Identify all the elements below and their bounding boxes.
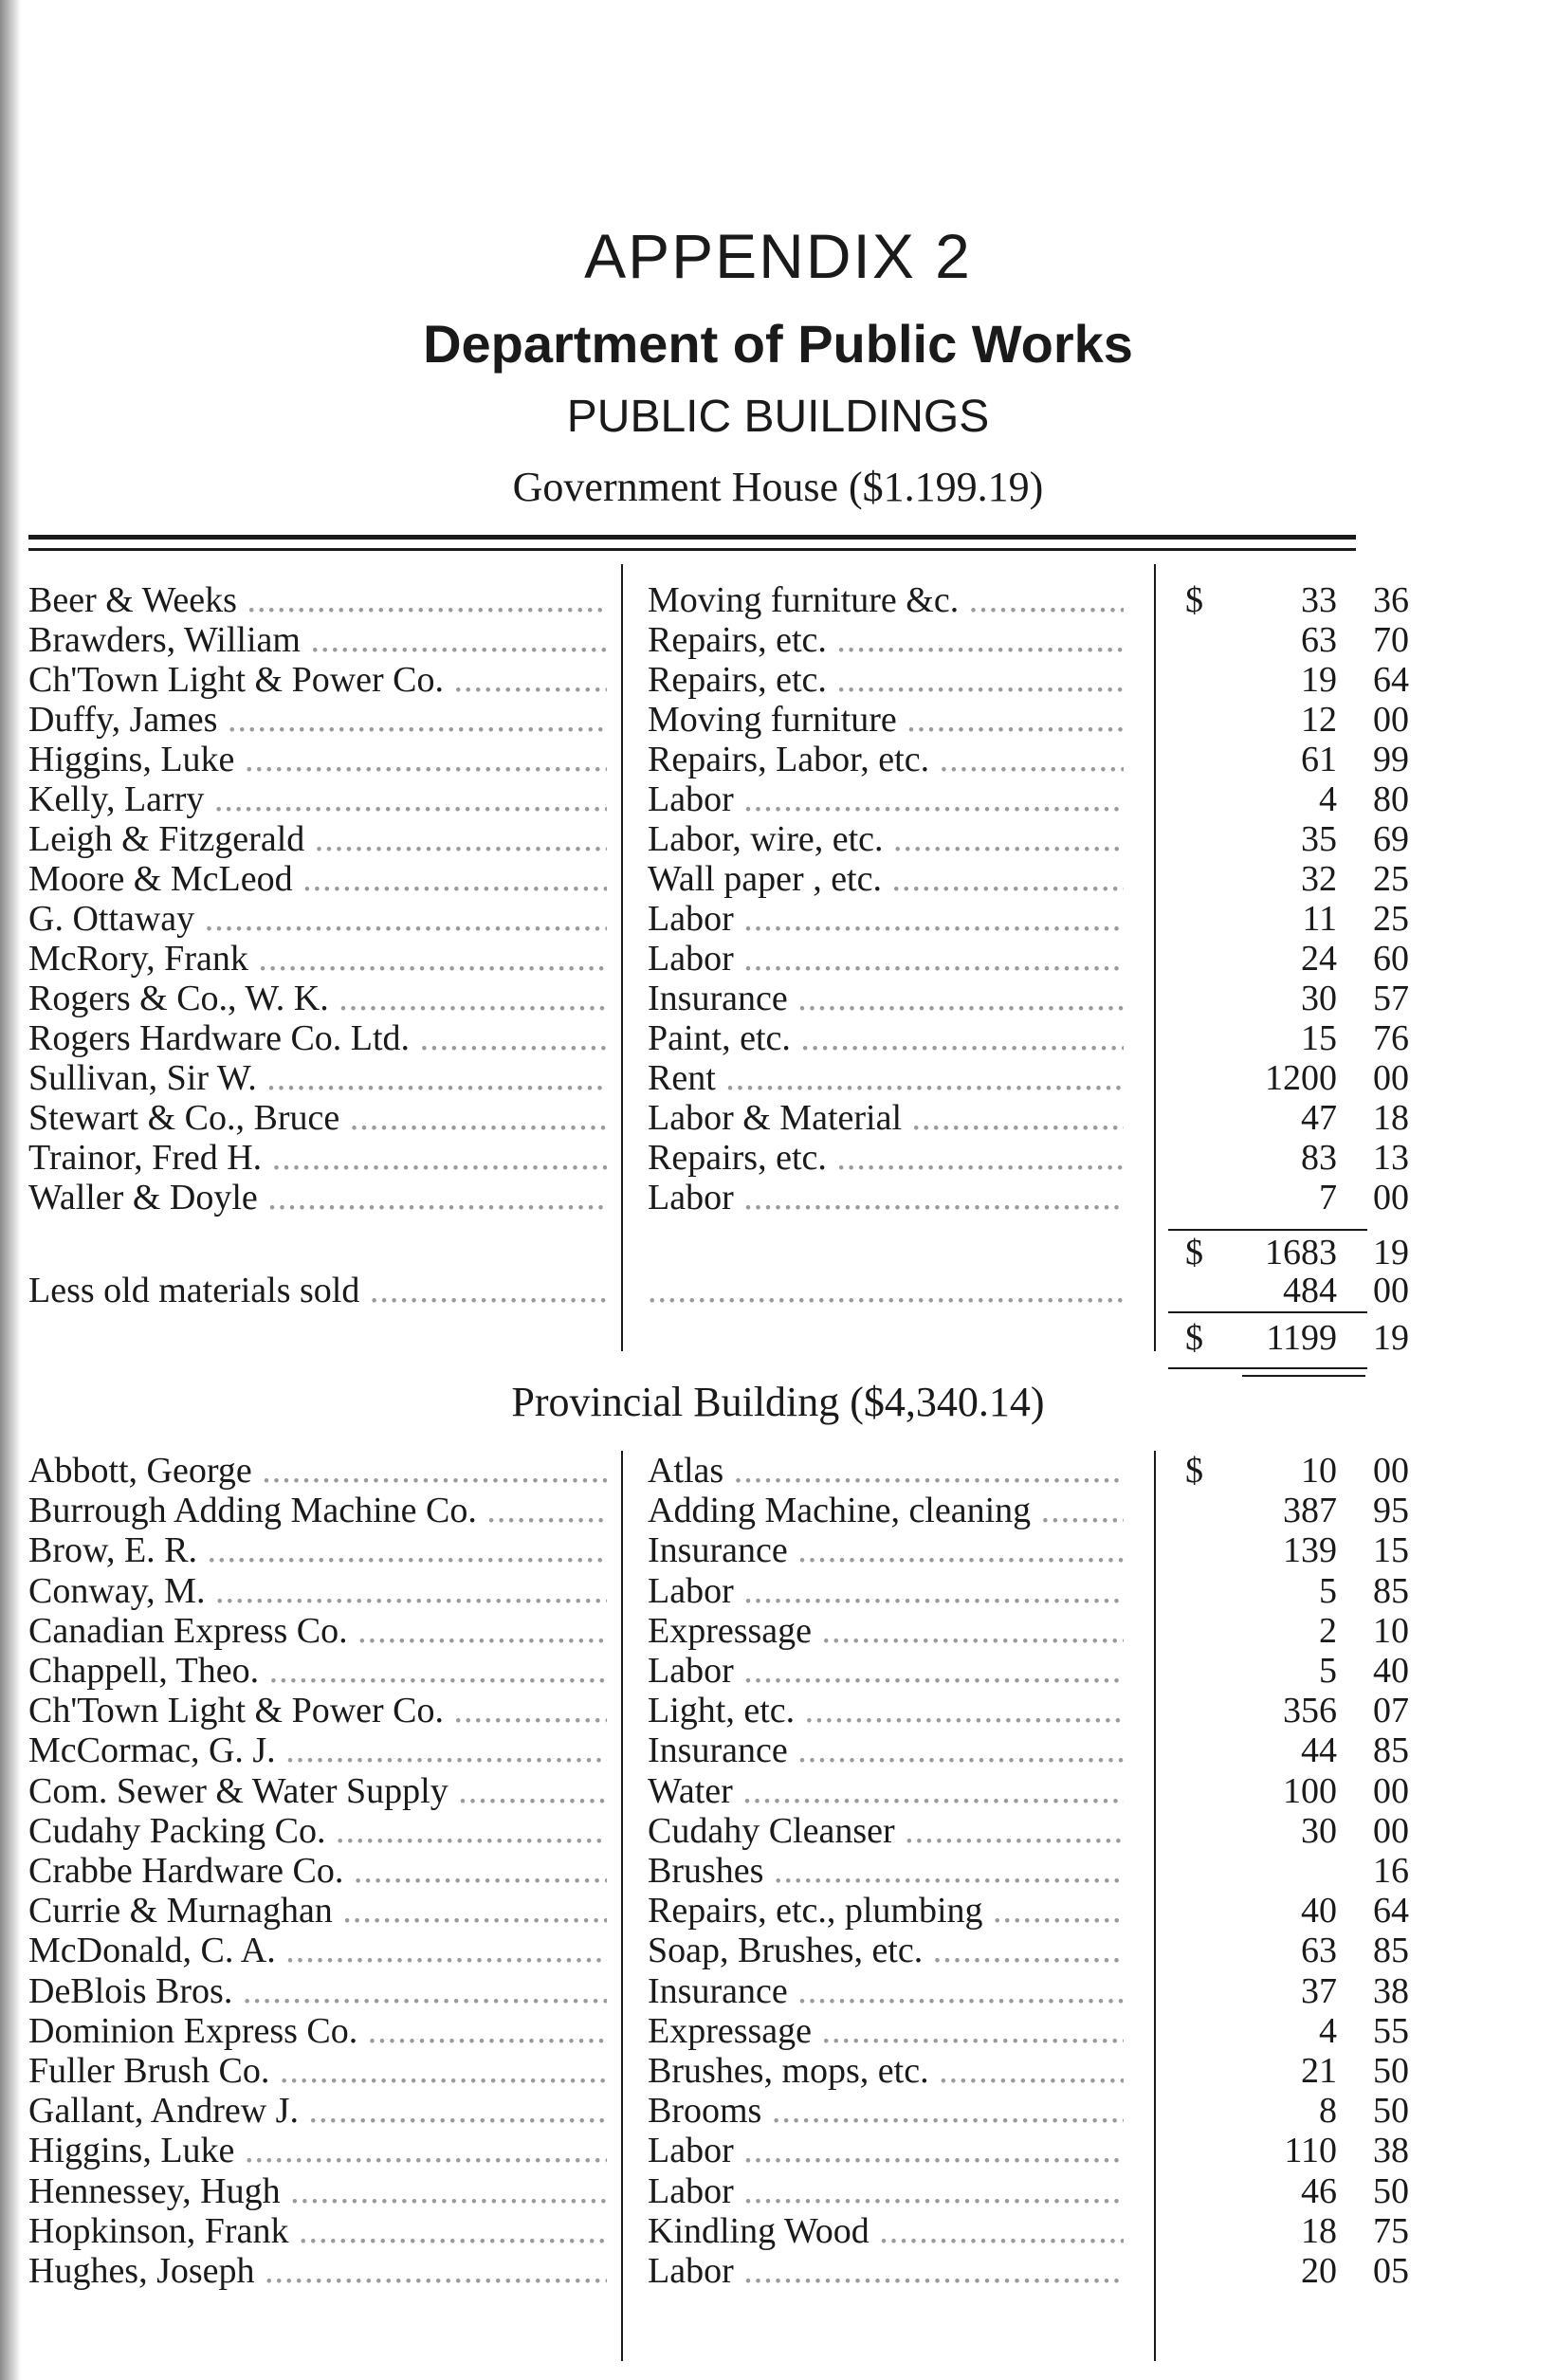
item-description: Labor ..... bbox=[648, 1178, 1124, 1217]
amount-dollars: 1200 bbox=[1265, 1058, 1337, 1098]
currency-sign: $ bbox=[1185, 1318, 1203, 1358]
subtotal-row bbox=[0, 1233, 1556, 1272]
amount-dollars: 110 bbox=[1284, 2131, 1337, 2171]
item-description: Insurance ..... bbox=[648, 979, 1124, 1018]
amount-cents: 00 bbox=[1373, 700, 1409, 740]
amount-dollars: 47 bbox=[1301, 1098, 1337, 1138]
payee-name: Hopkinson, Frank ..... bbox=[28, 2211, 607, 2251]
item-description: Rent ..... bbox=[648, 1058, 1124, 1098]
ledger-row bbox=[0, 1138, 1556, 1178]
amount-cents: 57 bbox=[1373, 979, 1409, 1018]
ledger-row bbox=[0, 1771, 1556, 1811]
item-description: Soap, Brushes, etc. ..... bbox=[648, 1931, 1124, 1970]
item-description: Brushes, mops, etc. ..... bbox=[648, 2051, 1124, 2091]
item-description: Repairs, etc. ..... bbox=[648, 660, 1124, 700]
currency-sign: $ bbox=[1185, 580, 1203, 620]
amount-dollars: 7 bbox=[1319, 1178, 1337, 1217]
provincial-building-title: Provincial Building ($4,340.14) bbox=[511, 1379, 1045, 1425]
amount-dollars: 63 bbox=[1301, 1931, 1337, 1971]
amount-dollars: 18 bbox=[1301, 2210, 1337, 2251]
item-description: Labor ..... bbox=[648, 779, 1124, 819]
ledger-row bbox=[0, 1811, 1556, 1851]
amount-cents: 19 bbox=[1373, 1233, 1409, 1272]
amount-dollars: 33 bbox=[1301, 580, 1337, 620]
amount-cents: 13 bbox=[1373, 1138, 1409, 1178]
ledger-row bbox=[0, 1451, 1556, 1491]
amount-dollars: 139 bbox=[1283, 1530, 1337, 1571]
ledger-row bbox=[0, 1891, 1556, 1931]
item-description: Wall paper , etc. ..... bbox=[648, 859, 1124, 899]
payee-name: Hennessey, Hugh ..... bbox=[28, 2171, 607, 2211]
amount-dollars: 63 bbox=[1301, 620, 1337, 660]
amount-cents: 95 bbox=[1373, 1491, 1409, 1531]
item-description: Insurance ..... bbox=[648, 1971, 1124, 2011]
amount-cents: 38 bbox=[1373, 1970, 1409, 2011]
ledger-row bbox=[0, 700, 1556, 740]
item-description: Labor ..... bbox=[648, 899, 1124, 939]
payee-name: Crabbe Hardware Co. ..... bbox=[28, 1851, 607, 1891]
item-description: Repairs, Labor, etc. ..... bbox=[648, 740, 1124, 779]
ledger-row bbox=[0, 1530, 1556, 1570]
amount-cents: 40 bbox=[1373, 1651, 1409, 1691]
payee-name: Rogers & Co., W. K. ..... bbox=[28, 979, 607, 1018]
amount-cents: 64 bbox=[1373, 1891, 1409, 1931]
appendix-heading: APPENDIX 2 bbox=[584, 221, 972, 291]
amount-dollars: 387 bbox=[1283, 1491, 1337, 1531]
payee-name: Rogers Hardware Co. Ltd. ..... bbox=[28, 1018, 607, 1058]
government-house-title: Government House ($1.199.19) bbox=[512, 464, 1044, 510]
ledger-row bbox=[0, 1491, 1556, 1530]
ledger-row bbox=[0, 620, 1556, 660]
payee-name: Hughes, Joseph ..... bbox=[28, 2251, 607, 2291]
total-double-rule bbox=[1168, 1367, 1367, 1369]
ledger-row bbox=[0, 1178, 1556, 1217]
ledger-row bbox=[0, 1851, 1556, 1891]
ledger-row bbox=[0, 1971, 1556, 2011]
amount-dollars: 1199 bbox=[1266, 1318, 1337, 1358]
top-double-rule-lower bbox=[28, 548, 1356, 551]
ledger-row bbox=[0, 580, 1556, 620]
item-description: Repairs, etc., plumbing ..... bbox=[648, 1891, 1124, 1931]
item-description: Labor ..... bbox=[648, 2131, 1124, 2170]
amount-dollars: 10 bbox=[1301, 1451, 1337, 1491]
amount-dollars: 15 bbox=[1301, 1018, 1337, 1058]
payee-name: McRory, Frank ..... bbox=[28, 939, 607, 979]
ledger-row bbox=[0, 2171, 1556, 2211]
amount-cents: 85 bbox=[1373, 1570, 1409, 1611]
ledger-row bbox=[0, 939, 1556, 979]
ledger-row bbox=[0, 819, 1556, 859]
ledger-row bbox=[0, 2251, 1556, 2291]
amount-cents: 60 bbox=[1373, 939, 1409, 979]
amount-cents: 64 bbox=[1373, 660, 1409, 700]
total-row bbox=[0, 1318, 1556, 1358]
item-description: Labor ..... bbox=[648, 1651, 1124, 1691]
payee-name: Brawders, William ..... bbox=[28, 620, 607, 660]
ledger-row bbox=[0, 1931, 1556, 1970]
amount-dollars: 2 bbox=[1319, 1610, 1337, 1651]
item-description: Brushes ..... bbox=[648, 1851, 1124, 1891]
amount-cents: 00 bbox=[1373, 1058, 1409, 1098]
amount-dollars: 1683 bbox=[1265, 1233, 1337, 1272]
item-description: Brooms ..... bbox=[648, 2091, 1124, 2131]
amount-cents: 50 bbox=[1373, 2051, 1409, 2091]
amount-dollars: 40 bbox=[1301, 1891, 1337, 1931]
amount-cents: 69 bbox=[1373, 819, 1409, 859]
amount-dollars: 356 bbox=[1283, 1691, 1337, 1731]
payee-name: Cudahy Packing Co. ..... bbox=[28, 1811, 607, 1851]
payee-name: Chappell, Theo. ..... bbox=[28, 1651, 607, 1691]
item-description: Repairs, etc. ..... bbox=[648, 620, 1124, 660]
amount-cents: 36 bbox=[1373, 580, 1409, 620]
amount-cents: 00 bbox=[1373, 1810, 1409, 1851]
amount-dollars: 8 bbox=[1319, 2091, 1337, 2132]
amount-cents: 50 bbox=[1373, 2091, 1409, 2132]
amount-dollars: 61 bbox=[1301, 740, 1337, 779]
amount-cents: 00 bbox=[1373, 1451, 1409, 1491]
currency-sign: $ bbox=[1185, 1451, 1203, 1491]
payee-name: Com. Sewer & Water Supply ..... bbox=[28, 1771, 607, 1811]
payee-name: Ch'Town Light & Power Co. ..... bbox=[28, 660, 607, 700]
subtotal-rule bbox=[1168, 1229, 1367, 1231]
item-description: Paint, etc. ..... bbox=[648, 1018, 1124, 1058]
amount-dollars: 30 bbox=[1301, 979, 1337, 1018]
payee-name: Gallant, Andrew J. ..... bbox=[28, 2091, 607, 2131]
amount-cents: 07 bbox=[1373, 1691, 1409, 1731]
payee-name: Moore & McLeod ..... bbox=[28, 859, 607, 899]
item-description: Kindling Wood ..... bbox=[648, 2211, 1124, 2251]
payee-name: Canadian Express Co. ..... bbox=[28, 1611, 607, 1651]
item-description: Labor, wire, etc. ..... bbox=[648, 819, 1124, 859]
amount-cents: 99 bbox=[1373, 740, 1409, 779]
less-desc bbox=[648, 1271, 1124, 1310]
ledger-row bbox=[0, 1691, 1556, 1730]
total-double-rule-lower bbox=[1242, 1375, 1365, 1377]
item-description: Cudahy Cleanser ..... bbox=[648, 1811, 1124, 1851]
amount-dollars: 83 bbox=[1301, 1138, 1337, 1178]
less-row bbox=[0, 1271, 1556, 1310]
payee-name: McCormac, G. J. ..... bbox=[28, 1730, 607, 1770]
payee-name: Trainor, Fred H. ..... bbox=[28, 1138, 607, 1178]
ledger-row bbox=[0, 2011, 1556, 2051]
amount-cents: 38 bbox=[1373, 2131, 1409, 2171]
amount-cents: 00 bbox=[1373, 1770, 1409, 1811]
payee-name: Waller & Doyle ..... bbox=[28, 1178, 607, 1217]
payee-name: Brow, E. R. ..... bbox=[28, 1530, 607, 1570]
payee-name: Beer & Weeks ..... bbox=[28, 580, 607, 620]
payee-name: Kelly, Larry ..... bbox=[28, 779, 607, 819]
ledger-row bbox=[0, 660, 1556, 700]
ledger-row bbox=[0, 779, 1556, 819]
payee-name: DeBlois Bros. ..... bbox=[28, 1971, 607, 2011]
amount-dollars: 37 bbox=[1301, 1970, 1337, 2011]
item-description: Labor ..... bbox=[648, 2251, 1124, 2291]
item-description: Expressage ..... bbox=[648, 1611, 1124, 1651]
top-double-rule bbox=[28, 535, 1356, 540]
amount-cents: 05 bbox=[1373, 2251, 1409, 2291]
amount-dollars: 100 bbox=[1283, 1770, 1337, 1811]
payee-name: Duffy, James ..... bbox=[28, 700, 607, 740]
amount-dollars: 44 bbox=[1301, 1730, 1337, 1771]
payee-name: Sullivan, Sir W. ..... bbox=[28, 1058, 607, 1098]
ledger-row bbox=[0, 859, 1556, 899]
less-label: Less old materials sold ..... bbox=[28, 1271, 607, 1310]
ledger-row bbox=[0, 1571, 1556, 1611]
item-description: Light, etc. ..... bbox=[648, 1691, 1124, 1730]
amount-dollars: 30 bbox=[1301, 1810, 1337, 1851]
amount-dollars: 46 bbox=[1301, 2170, 1337, 2211]
item-description: Moving furniture &c. ..... bbox=[648, 580, 1124, 620]
item-description: Labor & Material ..... bbox=[648, 1098, 1124, 1138]
ledger-row bbox=[0, 740, 1556, 779]
amount-cents: 15 bbox=[1373, 1530, 1409, 1571]
item-description: Adding Machine, cleaning ..... bbox=[648, 1491, 1124, 1530]
amount-cents: 25 bbox=[1373, 899, 1409, 939]
amount-dollars: 35 bbox=[1301, 819, 1337, 859]
amount-cents: 85 bbox=[1373, 1931, 1409, 1971]
payee-name: Stewart & Co., Bruce ..... bbox=[28, 1098, 607, 1138]
payee-name: Leigh & Fitzgerald ..... bbox=[28, 819, 607, 859]
amount-cents: 16 bbox=[1373, 1851, 1409, 1891]
amount-dollars: 5 bbox=[1319, 1651, 1337, 1691]
department-title: Department of Public Works bbox=[423, 314, 1133, 374]
ledger-row bbox=[0, 1098, 1556, 1138]
payee-name: Abbott, George ..... bbox=[28, 1451, 607, 1491]
amount-dollars: 4 bbox=[1319, 2010, 1337, 2051]
item-description: Labor ..... bbox=[648, 2171, 1124, 2211]
amount-dollars: 24 bbox=[1301, 939, 1337, 979]
ledger-row bbox=[0, 1651, 1556, 1691]
amount-cents: 00 bbox=[1373, 1178, 1409, 1217]
ledger-row bbox=[0, 899, 1556, 939]
item-description: Labor ..... bbox=[648, 1571, 1124, 1611]
currency-sign: $ bbox=[1185, 1233, 1203, 1272]
amount-dollars: 12 bbox=[1301, 700, 1337, 740]
item-description: Labor ..... bbox=[648, 939, 1124, 979]
payee-name: McDonald, C. A. ..... bbox=[28, 1931, 607, 1970]
ledger-row bbox=[0, 2131, 1556, 2170]
ledger-row bbox=[0, 1611, 1556, 1651]
amount-cents: 75 bbox=[1373, 2210, 1409, 2251]
amount-dollars: 5 bbox=[1319, 1570, 1337, 1611]
item-description: Water ..... bbox=[648, 1771, 1124, 1811]
amount-cents: 55 bbox=[1373, 2010, 1409, 2051]
item-description: Atlas ..... bbox=[648, 1451, 1124, 1491]
amount-cents: 10 bbox=[1373, 1610, 1409, 1651]
amount-cents: 00 bbox=[1373, 1271, 1409, 1310]
amount-dollars: 484 bbox=[1283, 1271, 1337, 1310]
section-title: PUBLIC BUILDINGS bbox=[566, 392, 990, 442]
item-description: Repairs, etc. ..... bbox=[648, 1138, 1124, 1178]
payee-name: Fuller Brush Co. ..... bbox=[28, 2051, 607, 2091]
ledger-row bbox=[0, 979, 1556, 1018]
item-description: Expressage ..... bbox=[648, 2011, 1124, 2051]
amount-cents: 18 bbox=[1373, 1098, 1409, 1138]
amount-dollars: 11 bbox=[1302, 899, 1337, 939]
payee-name: G. Ottaway ..... bbox=[28, 899, 607, 939]
amount-cents: 70 bbox=[1373, 620, 1409, 660]
ledger-row bbox=[0, 1018, 1556, 1058]
amount-cents: 85 bbox=[1373, 1730, 1409, 1771]
item-description: Insurance ..... bbox=[648, 1530, 1124, 1570]
amount-dollars: 20 bbox=[1301, 2251, 1337, 2291]
ledger-row bbox=[0, 2211, 1556, 2251]
amount-cents: 80 bbox=[1373, 779, 1409, 819]
ledger-row bbox=[0, 2051, 1556, 2091]
amount-cents: 76 bbox=[1373, 1018, 1409, 1058]
payee-name: Ch'Town Light & Power Co. ..... bbox=[28, 1691, 607, 1730]
payee-name: Higgins, Luke ..... bbox=[28, 2131, 607, 2170]
ledger-row bbox=[0, 1730, 1556, 1770]
amount-dollars: 21 bbox=[1301, 2051, 1337, 2091]
ledger-row bbox=[0, 2091, 1556, 2131]
item-description: Moving furniture ..... bbox=[648, 700, 1124, 740]
payee-name: Burrough Adding Machine Co. ..... bbox=[28, 1491, 607, 1530]
ledger-row bbox=[0, 1058, 1556, 1098]
payee-name: Currie & Murnaghan ..... bbox=[28, 1891, 607, 1931]
amount-dollars: 4 bbox=[1319, 779, 1337, 819]
amount-cents: 19 bbox=[1373, 1318, 1409, 1358]
item-description: Insurance ..... bbox=[648, 1730, 1124, 1770]
payee-name: Conway, M. ..... bbox=[28, 1571, 607, 1611]
amount-dollars: 19 bbox=[1301, 660, 1337, 700]
amount-cents: 50 bbox=[1373, 2170, 1409, 2211]
total-rule bbox=[1168, 1311, 1367, 1313]
amount-dollars: 32 bbox=[1301, 859, 1337, 899]
payee-name: Dominion Express Co. ..... bbox=[28, 2011, 607, 2051]
amount-cents: 25 bbox=[1373, 859, 1409, 899]
payee-name: Higgins, Luke ..... bbox=[28, 740, 607, 779]
